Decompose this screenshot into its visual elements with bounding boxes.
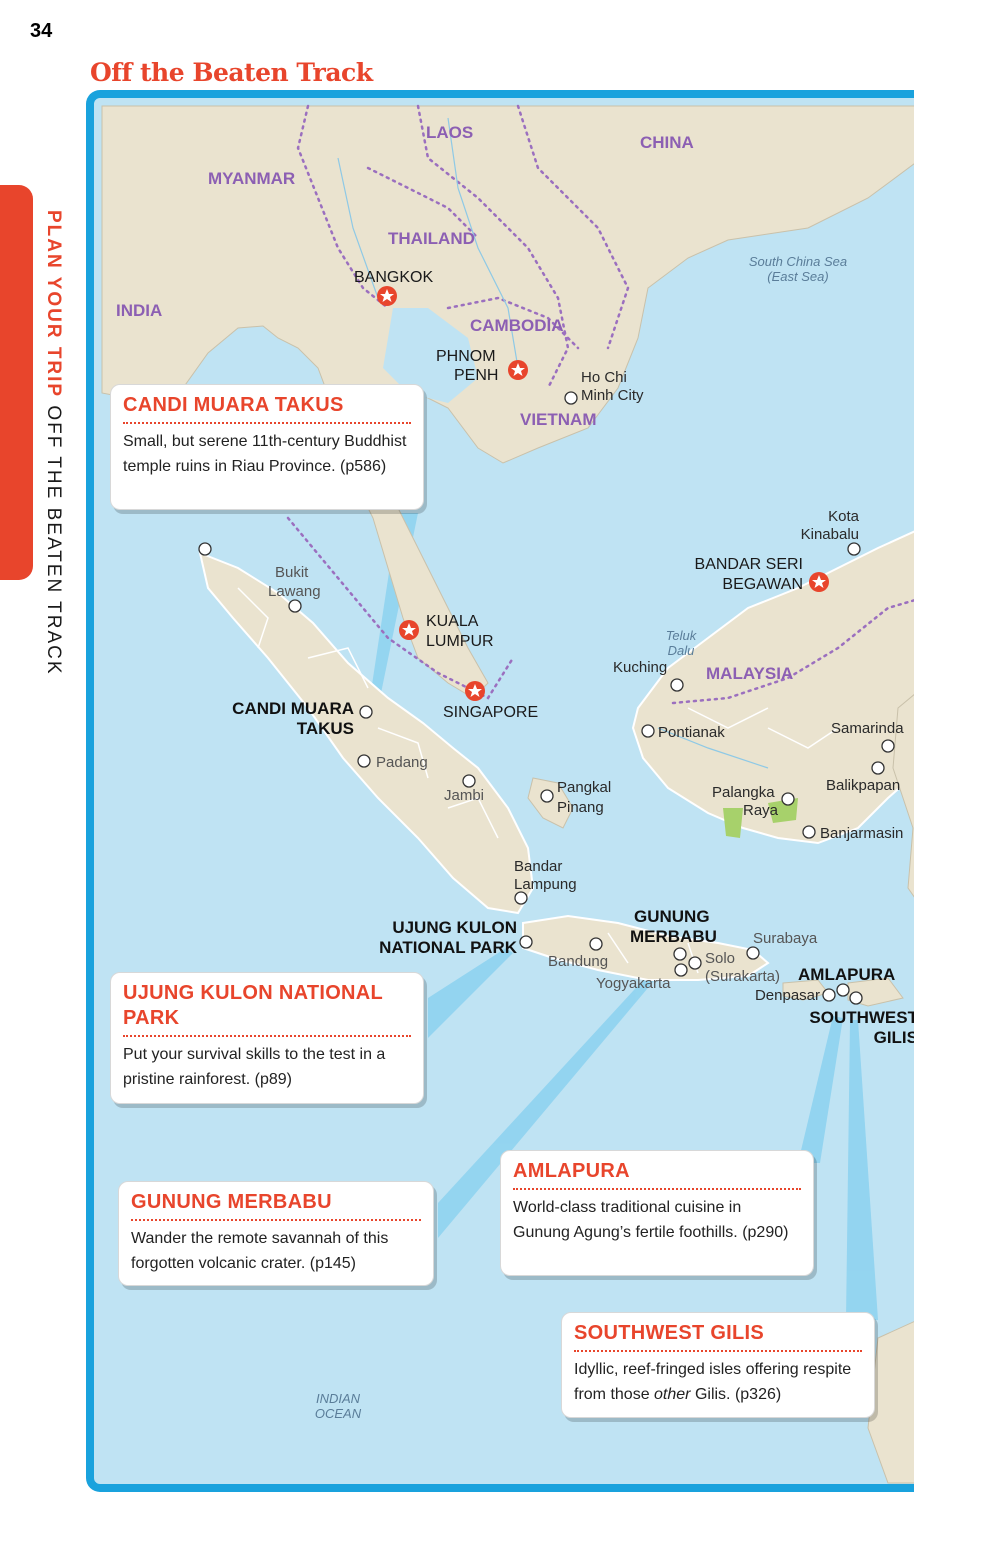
beam-gilis [846,1020,878,1320]
city-label: Pontianak [658,724,725,741]
city-label: BANDAR SERI [694,556,803,573]
beam-amlapura [798,1016,843,1163]
callout-candi-muara-takus [110,384,424,510]
city-marker-icon [689,957,701,969]
page-number: 34 [30,20,53,42]
city-label: Palangka [712,784,775,801]
city-marker-icon [515,892,527,904]
sumatra [200,553,533,913]
city-marker-icon [671,679,683,691]
city-label: Samarinda [831,720,904,737]
country-label: LAOS [426,123,474,142]
capital-star-icon [508,360,528,380]
city-marker-icon [882,740,894,752]
city-label: PENH [454,367,499,384]
capital-star-icon [377,286,397,306]
callout-text-part: Gilis. (p326) [690,1385,782,1403]
sea-label: Dalu [667,643,695,658]
city-label: (Surakarta) [705,968,781,985]
city-label: Raya [743,802,779,819]
city-marker-icon [823,989,835,1001]
city-marker-icon [642,725,654,737]
capital-star-icon [465,681,485,701]
country-label: VIETNAM [520,410,597,429]
callout-ujung-kulon [110,972,424,1104]
callout-southwest-gilis [561,1312,875,1418]
city-marker-icon [199,543,211,555]
country-label: THAILAND [388,229,475,248]
sea-label: INDIAN [315,1391,361,1406]
city-label: Bandar [514,858,563,875]
callout-text-emphasis: other [654,1385,691,1403]
city-label: Lawang [268,583,321,600]
beam-ujung [428,948,513,1038]
city-marker-icon [358,755,370,767]
city-label: Bandung [548,953,609,970]
city-marker-icon [674,948,686,960]
callout-text-part: Idyllic, reef-fringed isles offering respite from those [574,1361,852,1403]
city-label: Jambi [444,787,485,804]
city-marker-icon [565,392,577,404]
city-marker-icon [782,793,794,805]
city-marker-icon [541,790,553,802]
city-label: Pinang [557,799,604,816]
highlight-label: GILIS [873,1028,918,1047]
highlight-label: MERBABU [630,927,717,946]
park-area [723,808,743,838]
city-marker-icon [675,964,687,976]
city-label: Yogyakarta [596,975,671,992]
sea-label: OCEAN [314,1406,362,1421]
city-label: Denpasar [754,987,820,1004]
city-marker-icon [590,938,602,950]
highlight-label: CANDI MUARA [232,699,354,718]
section-label: PLAN YOUR TRIP [43,210,64,399]
country-label: MALAYSIA [706,664,794,683]
city-marker-icon [850,992,862,1004]
highlight-label: NATIONAL PARK [379,938,517,957]
city-label: Kuching [613,659,668,676]
country-label: CHINA [640,133,694,152]
city-label: SINGAPORE [443,704,539,721]
city-label: Pangkal [557,779,612,796]
callout-text: Wander the remote savannah of this forgotten volcanic crater. (p145) [131,1230,389,1272]
callout-gunung-merbabu [118,1181,434,1286]
city-marker-icon [520,936,532,948]
city-label: Solo [705,950,736,967]
city-label: Kota [828,508,859,525]
page-title: Off the Beaten Track [90,58,373,87]
callout-text: Put your survival skills to the test in a pristine rainforest. (p89) [123,1046,386,1088]
city-marker-icon [747,947,759,959]
city-label: Minh City [581,387,644,404]
sea-label: (East Sea) [767,269,829,284]
capital-star-icon [809,572,829,592]
callout-text: Small, but serene 11th-century Buddhist temple ruins in Riau Province. (p586) [123,433,407,475]
callout-title: AMLAPURA [513,1159,801,1190]
city-marker-icon [360,706,372,718]
city-label: Balikpapan [826,777,901,794]
city-label: KUALA [426,613,479,630]
callout-amlapura [500,1150,814,1276]
callout-text: World-class traditional cuisine in Gunung Agung’s fertile foothills. (p290) [513,1199,789,1241]
city-label: Banjarmasin [820,825,904,842]
city-marker-icon [803,826,815,838]
city-label: BEGAWAN [722,576,803,593]
city-label: Kinabalu [800,526,859,543]
callout-title: CANDI MUARA TAKUS [123,393,411,424]
country-label: CAMBODIA [470,316,564,335]
side-tab [0,185,33,580]
callout-title: SOUTHWEST GILIS [574,1321,862,1352]
sea-label: Teluk [665,628,697,643]
capital-star-icon [399,620,419,640]
callout-text [574,1358,862,1408]
side-tab-text [42,210,64,676]
city-marker-icon [872,762,884,774]
highlight-label: TAKUS [296,719,354,738]
city-marker-icon [837,984,849,996]
city-label: Bukit [275,564,309,581]
highlight-label: GUNUNG [634,907,710,926]
country-label: INDIA [116,301,163,320]
callout-title: GUNUNG MERBABU [131,1190,421,1221]
city-label: BANGKOK [354,269,434,286]
subsection-label: OFF THE BEATEN TRACK [43,405,64,676]
country-label: MYANMAR [208,169,296,188]
city-label: Lampung [514,876,577,893]
city-label: Ho Chi [581,369,627,386]
city-label: Padang [376,754,428,771]
city-label: PHNOM [436,348,496,365]
city-marker-icon [463,775,475,787]
city-label: Surabaya [753,930,818,947]
city-marker-icon [289,600,301,612]
sea-label: South China Sea [748,254,848,269]
highlight-label: UJUNG KULON [392,918,517,937]
city-label: LUMPUR [426,633,494,650]
highlight-label: SOUTHWEST [809,1008,918,1027]
callout-title: UJUNG KULON NATIONAL PARK [123,981,411,1037]
city-marker-icon [848,543,860,555]
highlight-label: AMLAPURA [798,965,896,984]
